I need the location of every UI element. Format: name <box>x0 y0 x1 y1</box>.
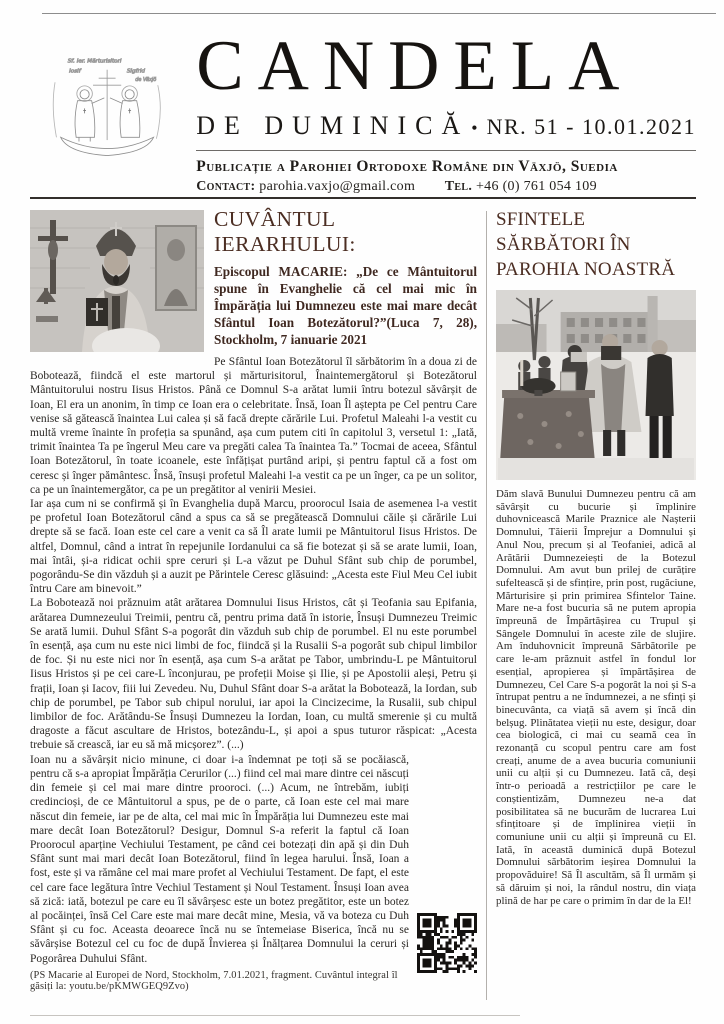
left-article-lede: Episcopul MACARIE: „De ce Mântuitorul spune în Evanghelie că cel mai mic în Împărăția lui Dumnezeu este mai mare decât Sfântul Ioan Botezătorul?”(Luca 7, 28), Stockholm, 7 ianuarie 2021 <box>214 264 477 347</box>
logo-name-right: Sigfrid <box>126 68 145 75</box>
logo-name-left: Iosif <box>69 68 81 75</box>
subtitle-row <box>196 111 696 141</box>
column-divider <box>486 211 487 1000</box>
right-article-heading: SFINTELE SĂRBĂTORI ÎN PAROHIA NOASTRĂ <box>496 209 676 280</box>
logo-caption-top: Sf. Ier. Mărturisitori <box>67 58 122 65</box>
paragraph-1: Pe Sfântul Ioan Botezătorul îl sărbătorim în a doua zi de Bobotează, fiindcă el este martorul și mărturisitorul, Înaintemergătorul și Botezătorul Mântuitorului nostru Iisus Hristos. Până ce Domnul S-a arătat lumii întru botezul săvârșit de Ioan, El era un anonim, în timp ce Ioan era o celebritate. Însă, Ioan Îl aștepta pe Cel pentru Care venise să gătească înaintea Lui calea și să facă drepte cărările Lui. Profetul Maleahi l-a vestit cu multă vreme înainte în profeția sa spunând, așa cum putem citi în capitolul 3, versetul 1: „Iată, trimit înaintea Ta pe îngerul Meu care va pregăti calea Ta înaintea Ta.” Tocmai de aceea, Sfântul Ioan Botezătorul, în toate icoanele, este înfățișat purtând aripi, și pentru faptul că a fost om ceresc și înger pământesc. Însă, însuși profetul Maleahi l-a vestit ca pe un înger, ca pe un solitor, ca pe un înaintemergător, ca pe un pregătitor al venirii Mesiei. <box>30 356 477 496</box>
content-columns <box>30 207 696 1016</box>
qr-code <box>417 913 477 973</box>
masthead <box>30 27 696 194</box>
paragraph-3: La Bobotează noi prăznuim atât arătarea Domnului Iisus Hristos, cât și Teofania sau Epifania, arătarea Dumnezeului Treimii, pentru că, pentru prima dată în istorie, Însuși Dumnezeu Treimic Se arată lumii. Duhul Sfânt S-a pogorât din văzduh sub chip de porumbel. El nu este porumbel în esență, așa cum nu este nici limbi de foc, fiindcă și la Rusalii S-a pogorât sub chipul limbilor de foc. Și nu este nici nor în esență, așa cum S-a arătat pe Tabor, umbrindu-L pe Mântuitorul Iisus Hristos și pe cei care-L înconjurau, pe profeții Moise și Ilie, și pe Apostolii aleși, Petru și frații, Ioan și Iacov, fiii lui Zevedeu. Nu, Duhul Sfânt doar S-a arătat la Bobotează, la Iordan, sub chip de porumbel, pe Tabor sub chipul norului, iar apoi la Cincizecime, la Rusalii, sub chipul limbilor de foc. Arătându-Se Însuși Dumnezeu la Iordan, Ioan, cu multă smerenie și cu multă dragoste a făcut ascultare de Hristos, botezându-L, și apoi a spus tuturor răspicat: „Acesta trebuie să crească, iar eu să mă micșorez”. (...) <box>30 597 477 752</box>
contact-email: parohia.vaxjo@gmail.com <box>259 178 416 194</box>
header-rule <box>30 197 696 199</box>
bottom-rule <box>30 1015 520 1016</box>
paragraph-4-text: Ioan nu a săvârșit nicio minune, ci doar i-a îndemnat pe toți să se pocăiască, pentru că s-a apropiat Împărăția Cerurilor (...) fiind cel mai mare dintre cei născuți din femeie și cel mai mare dintre prooroci. (...) Acum, ne întrebăm, iubiți credincioși, de ce Mântuitorul a spus, pe de o parte, că Ioan este cel mai mare născut din femeie, iar pe de alta, cel mai mic în Împărăția lui Dumnezeu este mai mare decât Ioan Botezătorul? Desigur, Domnul S-a referit la faptul că Ioan Proorocul aparține Vechiului Testament, pe când cei botezați din apă și din Duh Sfânt sunt mai mari decât Ioan Botezătorul, fiind în legea harului. Însă, Ioan a fost, este și va rămâne cel mai mare profet al Vechiului Testament. De fapt, el este cel care face legătura între Vechiul Testament și Noul Testament. Însuși Ioan avea să zică: iată, botezul pe care eu îl săvârșesc este un botez pregătitor, este un botez al pocăinței, însă Cel Care este mai mare decât mine, Mesia, vă va boteza cu Duh Sfânt și cu foc. Aceasta deoarece încă nu se întemeiase Biserica, încă nu se săvârșise Botezul cel cu foc de după Învierea și Înălțarea Domnului la ceruri și Pogorârea Duhului Sfânt. <box>30 753 409 965</box>
contact-label: Contact: <box>196 178 256 194</box>
publication-title: CANDELA <box>196 27 634 105</box>
paragraph-4 <box>30 753 477 966</box>
left-article-heading: CUVÂNTUL IERARHULUI: <box>214 207 356 256</box>
masthead-text <box>166 27 696 194</box>
parish-logo-icon <box>48 32 166 182</box>
parish-feasts-article <box>496 207 696 1016</box>
contact-line <box>196 179 696 195</box>
tel-label: Tel. <box>444 178 473 194</box>
publication-subtitle: DE DUMINICĂ <box>196 110 470 140</box>
contact-phone: +46 (0) 761 054 109 <box>475 178 597 194</box>
masthead-rule <box>196 150 696 151</box>
hierarch-word-article <box>30 207 477 1016</box>
issue-number: NR. 51 - 10.01.2021 <box>486 113 696 139</box>
publication-line: Publicație a Parohiei Ortodoxe Române din Växjö, Suedia <box>196 157 618 175</box>
outdoor-blessing-photo <box>496 290 696 480</box>
credit-line: (PS Macarie al Europei de Nord, Stockholm, 7.01.2021, fragment. Cuvântul integral îl găsiți la: youtu.be/pKMWGEQ9Zvo) <box>30 969 398 992</box>
top-rule <box>42 13 716 14</box>
right-article-body: Dăm slavă Bunului Dumnezeu pentru că am săvârșit cu bucurie și împlinire duhovnicească Marile Praznice ale Nașterii Domnului, Tăierii Împrejur a Domnului și Anul Nou, precum și al Teofaniei, adică al Arătării Dumnezeiești de la Botezul Domnului. Am avut bun prilej de curățire sufeltească și de sfințire, prin post, rugăciune, Mărturisire și prin primirea Sfintelor Taine. Mare ne-a fost bucuria să ne putem apropia împreună de Împărtășirea cu Trupul și Sângele Domnului în aceste zile de slujire. Am înduhovnicit împreună Sărbătorile pe care le-am prăznuit astfel în fondul lor esențial, apropierea și împărtășirea de Dumnezeu, Cel Care S-a pogorât la noi și S-a întrupat pentru a ne îndumnezei, a ne sfinți și binecuvânta, ca viață să avem și încă din belșug. Plinătatea vieții nu este, desigur, doar cea biologică, ci mai cu seamă cea în rezonanță cu scopul pentru care am fost creați, anume de a avea bucuria comuniunii unii cu alții și cu Dumnezeu. Iată că, deși într-o perioadă a restricțiilor pe care le conștientizăm, Dumnezeu ne-a dat posibilitatea să ne bucurăm de lucrarea Lui sfințitoare și de împlinirea vieții în comuniune unii cu alții și împreună cu El. Iată, în această duminică după Botezul Domnului sărbătorim ieșirea Domnului la propovăduire! Să Îl ascultăm, să Îl urmăm și să dăruim și noi, la rândul nostru, din viața plină de har pe care o primim în dar de la El! <box>496 488 696 907</box>
logo-caption-right: de Växjö <box>135 76 157 83</box>
paragraph-2: Iar așa cum ni se confirmă și în Evanghelia după Marcu, proorocul Isaia de asemenea l-a vestit pe profetul Ioan Botezătorul când a spus ca să se pregătească Domnului căile și cărările Lui drepte să se facă. Ioan este cel care a venit ca să Îl arate lumii pe Mântuitorul Iisus Hristos. De altfel, Domnul, când a intrat în repejunile Iordanului ca să fie botezat și să se arate lumii, Ioan, mai întâi, și-a ridicat ochii spre ceruri și L-a văzut pe Duhul Sfânt sub chip de porumbel, pogorându-Se din văzduh și a auzit pe Părintele Ceresc glăsuind: „Acesta este Fiul Meu Cel iubit întru Care am binevoit.” <box>30 498 477 596</box>
bullet-separator: • <box>471 117 478 138</box>
bishop-photo <box>30 210 204 352</box>
